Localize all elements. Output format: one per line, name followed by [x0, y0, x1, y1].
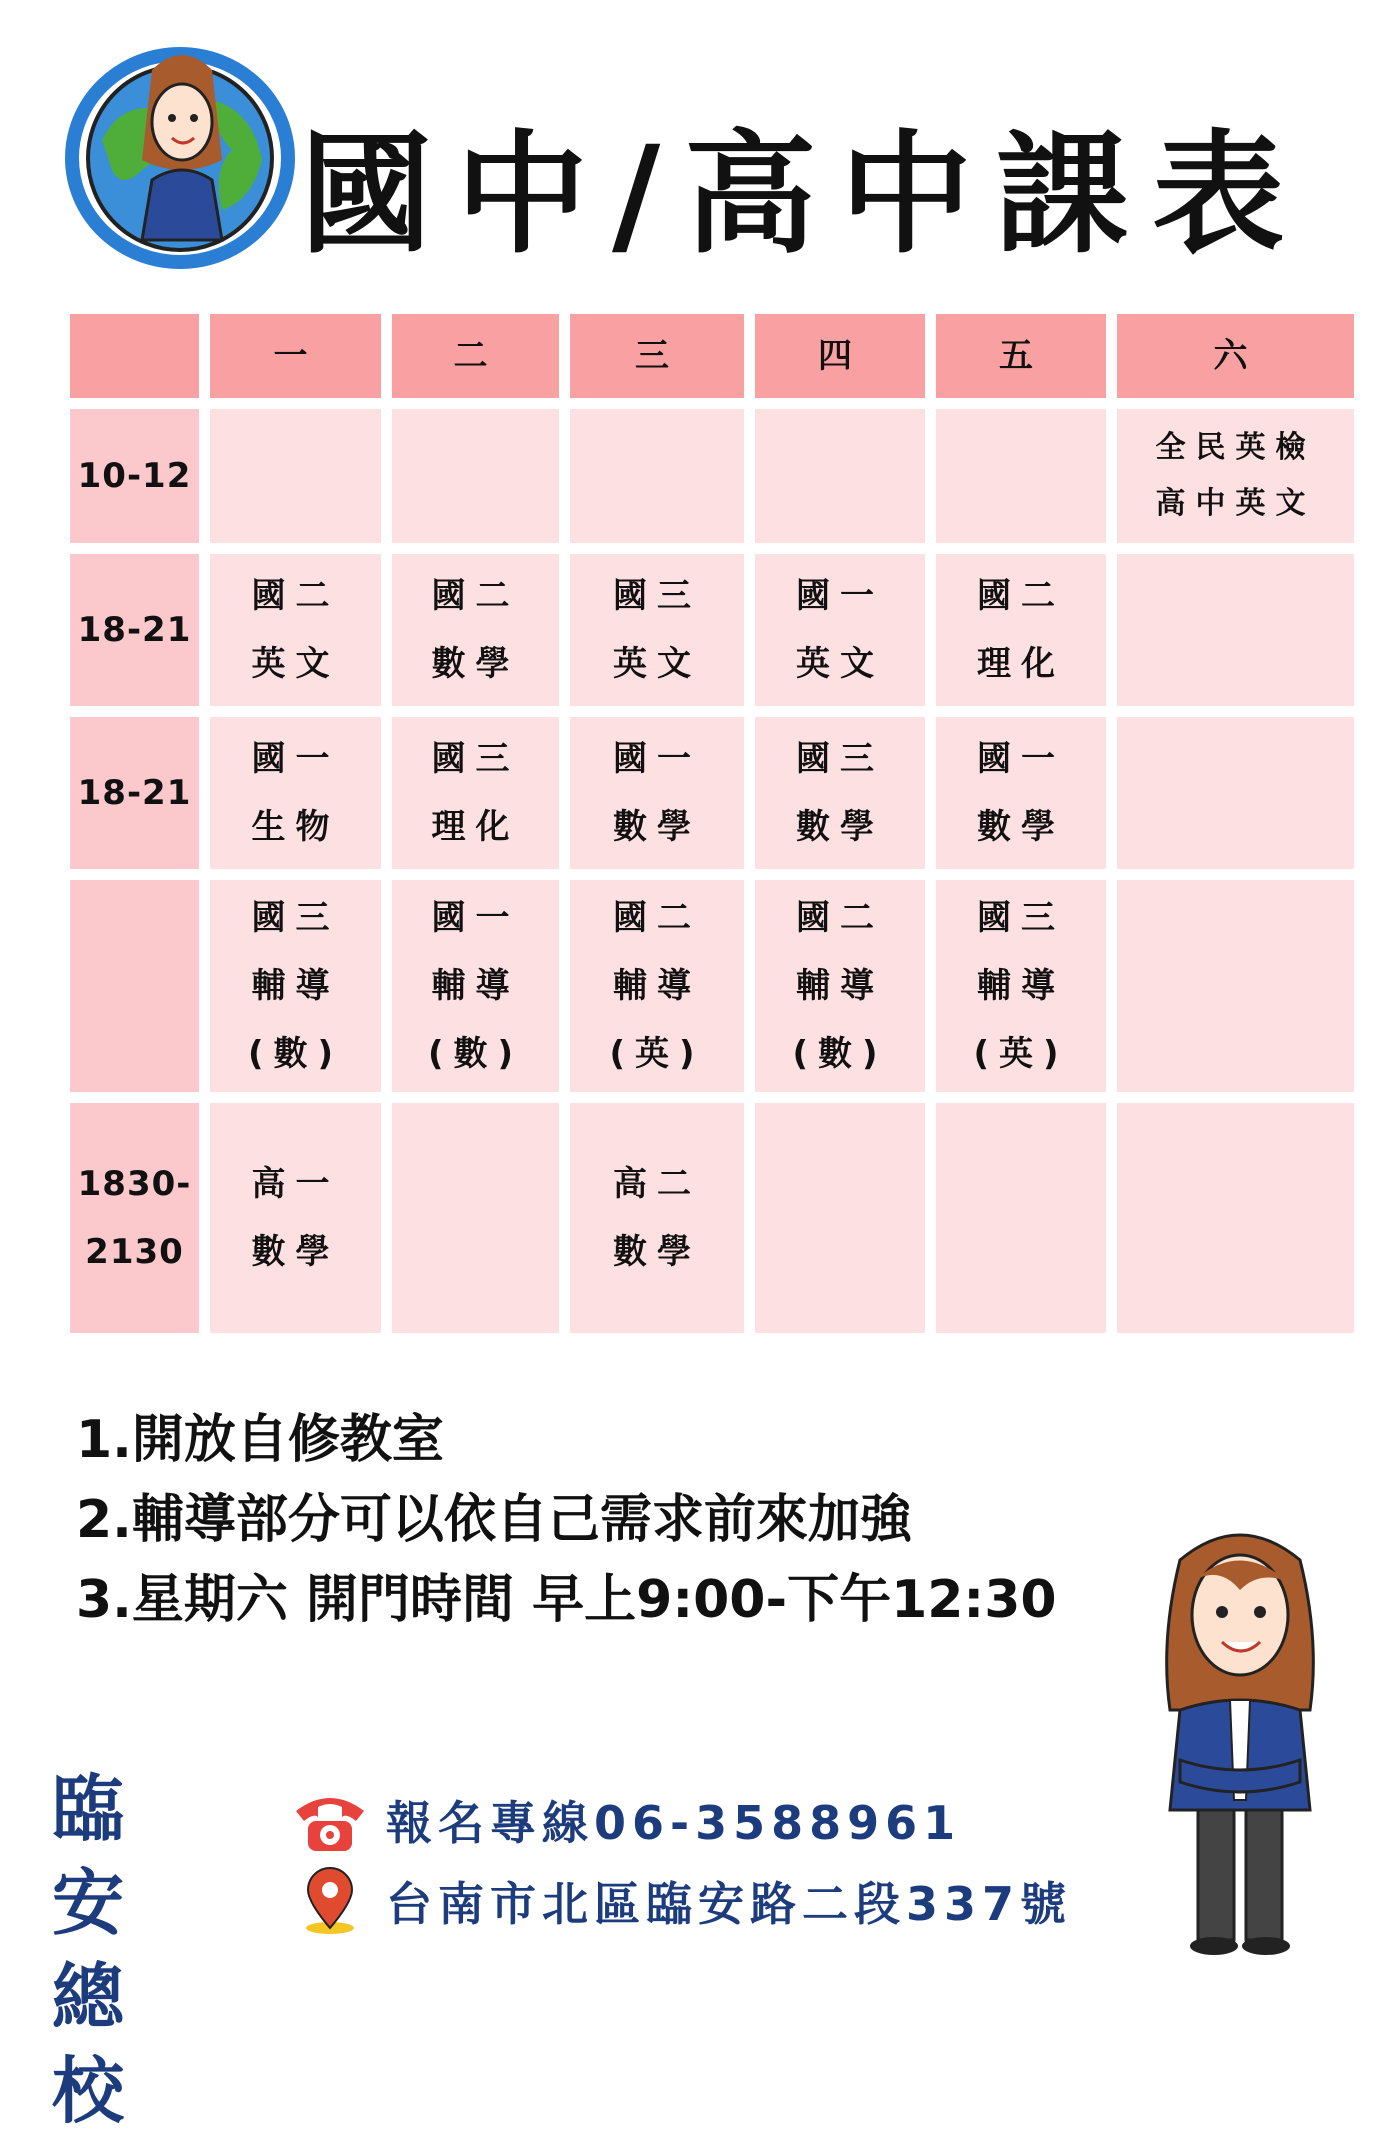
globe-avatar-logo	[62, 30, 302, 270]
class-cell	[1117, 717, 1354, 869]
class-cell: 國一 生物	[210, 717, 381, 869]
campus-line: 總校	[52, 1955, 139, 2133]
note-item: 3.星期六 開門時間 早上9:00-下午12:30	[76, 1570, 1057, 1630]
day-header: 三	[570, 314, 744, 398]
class-cell: 國三 輔導 (數)	[210, 880, 381, 1092]
class-cell	[936, 1103, 1106, 1333]
day-header: 二	[392, 314, 559, 398]
class-cell	[936, 409, 1106, 543]
table-row	[70, 1103, 1354, 1333]
schedule-table	[59, 303, 1365, 1344]
class-cell	[570, 409, 744, 543]
class-cell: 高二 數學	[570, 1103, 744, 1333]
header-corner	[70, 314, 199, 398]
table-row	[70, 554, 1354, 706]
table-row	[70, 409, 1354, 543]
class-cell: 國三 英文	[570, 554, 744, 706]
class-cell: 國一 數學	[570, 717, 744, 869]
day-header: 四	[755, 314, 925, 398]
note-item: 1.開放自修教室	[76, 1410, 444, 1470]
class-cell: 國一 數學	[936, 717, 1106, 869]
class-cell	[392, 1103, 559, 1333]
class-cell: 全民英檢 高中英文	[1117, 409, 1354, 543]
phone-row	[290, 1785, 961, 1855]
class-cell: 國三 理化	[392, 717, 559, 869]
class-cell: 國二 數學	[392, 554, 559, 706]
class-cell: 國三 輔導 (英)	[936, 880, 1106, 1092]
day-header: 一	[210, 314, 381, 398]
phone-icon	[290, 1785, 370, 1855]
day-header: 五	[936, 314, 1106, 398]
class-cell: 國二 英文	[210, 554, 381, 706]
time-cell: 18-21	[70, 554, 199, 706]
table-header-row	[70, 314, 1354, 398]
time-cell	[70, 880, 199, 1092]
class-cell	[1117, 880, 1354, 1092]
table-row	[70, 717, 1354, 869]
address-text: 台南市北區臨安路二段337號	[386, 1877, 1073, 1931]
notes-list	[76, 1400, 1126, 1640]
class-cell	[210, 409, 381, 543]
class-cell: 國二 輔導 (數)	[755, 880, 925, 1092]
class-cell: 國一 英文	[755, 554, 925, 706]
table-row	[70, 880, 1354, 1092]
page-title: 國中/高中課表	[300, 118, 1309, 272]
time-cell: 1830- 2130	[70, 1103, 199, 1333]
class-cell: 國二 理化	[936, 554, 1106, 706]
address-row	[290, 1866, 1072, 1936]
class-cell	[1117, 554, 1354, 706]
location-pin-icon	[290, 1866, 370, 1936]
campus-line: 臨安	[52, 1767, 139, 1945]
class-cell: 高一 數學	[210, 1103, 381, 1333]
day-header: 六	[1117, 314, 1354, 398]
time-cell: 18-21	[70, 717, 199, 869]
class-cell	[755, 1103, 925, 1333]
class-cell	[755, 409, 925, 543]
class-cell	[1117, 1103, 1354, 1333]
time-cell: 10-12	[70, 409, 199, 543]
campus-name	[52, 1762, 222, 2138]
teacher-cartoon	[1140, 1520, 1340, 1960]
phone-text: 報名專線06-3588961	[386, 1796, 962, 1850]
class-cell: 國二 輔導 (英)	[570, 880, 744, 1092]
class-cell	[392, 409, 559, 543]
note-item: 2.輔導部分可以依自己需求前來加強	[76, 1490, 912, 1550]
class-cell: 國三 數學	[755, 717, 925, 869]
class-cell: 國一 輔導 (數)	[392, 880, 559, 1092]
